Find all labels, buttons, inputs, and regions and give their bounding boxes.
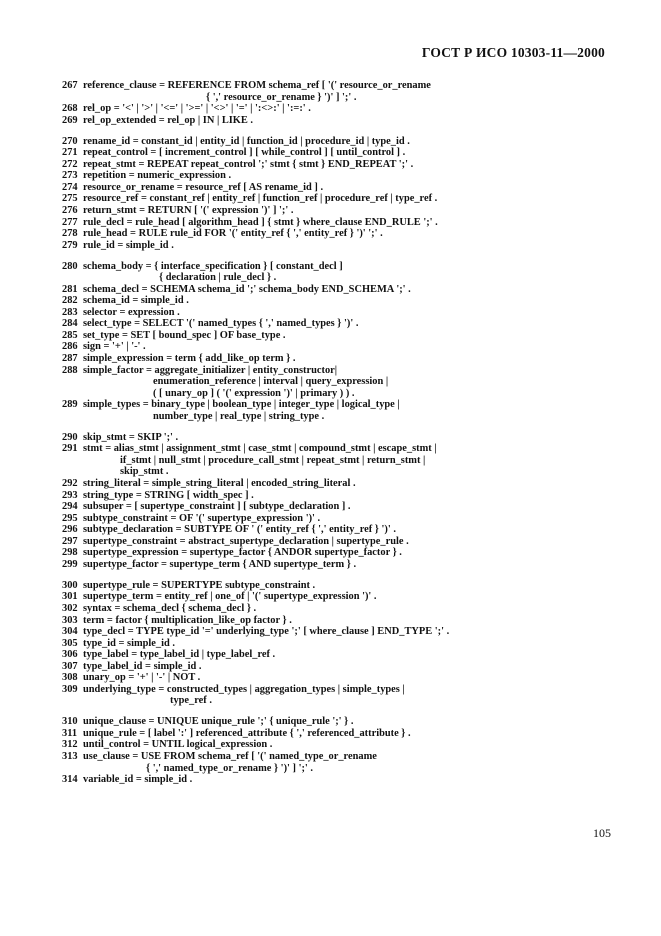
grammar-continuation-line: [62, 92, 622, 104]
rule-text: rule_id = simple_id .: [83, 239, 174, 251]
rule-number: 274: [62, 181, 78, 193]
rule-text: variable_id = simple_id .: [83, 774, 193, 786]
grammar-rule-line: [62, 399, 622, 411]
rule-text: stmt = alias_stmt | assignment_stmt | case_stmt | compound_stmt | escape_stmt |: [83, 443, 437, 455]
rule-text: supertype_rule = SUPERTYPE subtype_constraint .: [83, 579, 316, 591]
rule-text: type_ref .: [170, 695, 212, 707]
grammar-rule-line: [62, 147, 622, 159]
grammar-rule-line: [62, 261, 622, 273]
rule-text: repeat_control = [ increment_control ] [ while_control ] [ until_control ] .: [83, 147, 406, 159]
rule-text: { declaration | rule_decl } .: [159, 272, 277, 284]
grammar-rule-line: [62, 159, 622, 171]
rule-number: 307: [62, 660, 78, 672]
rule-text: simple_expression = term { add_like_op term } .: [83, 353, 296, 365]
rule-group: [62, 261, 622, 423]
grammar-rule-line: [62, 739, 622, 751]
rule-text: skip_stmt = SKIP ';' .: [83, 431, 179, 443]
grammar-rule-line: [62, 547, 622, 559]
rule-number: 312: [62, 739, 78, 751]
grammar-rule-line: [62, 284, 622, 296]
grammar-rule-line: [62, 307, 622, 319]
rule-number: 310: [62, 716, 78, 728]
grammar-rule-line: [62, 728, 622, 740]
rule-text: type_label_id = simple_id .: [83, 660, 202, 672]
grammar-rule-line: [62, 353, 622, 365]
rule-text: type_decl = TYPE type_id '=' underlying_type ';' [ where_clause ] END_TYPE ';' .: [83, 626, 450, 638]
rule-number: 311: [62, 727, 78, 739]
grammar-rule-line: [62, 443, 622, 455]
rule-text: supertype_expression = supertype_factor { ANDOR supertype_factor } .: [83, 547, 402, 559]
grammar-rule-line: [62, 136, 622, 148]
rule-number: 276: [62, 204, 78, 216]
grammar-rule-line: [62, 513, 622, 525]
grammar-rule-line: [62, 80, 622, 92]
rule-number: 279: [62, 239, 78, 251]
rule-text: schema_id = simple_id .: [83, 295, 189, 307]
rule-text: unique_rule = [ label ':' ] referenced_attribute { ',' referenced_attribute } .: [83, 727, 411, 739]
rule-text: repeat_stmt = REPEAT repeat_control ';' stmt { stmt } END_REPEAT ';' .: [83, 158, 414, 170]
rule-number: 313: [62, 751, 78, 763]
rule-number: 289: [62, 399, 78, 411]
grammar-continuation-line: [62, 376, 622, 388]
rule-number: 271: [62, 147, 78, 159]
rule-number: 269: [62, 114, 78, 126]
grammar-rule-line: [62, 318, 622, 330]
rule-number: 297: [62, 535, 78, 547]
rule-number: 272: [62, 158, 78, 170]
rule-text: select_type = SELECT '(' named_types { ',' named_types } ')' .: [83, 318, 359, 330]
grammar-rule-line: [62, 103, 622, 115]
rule-text: enumeration_reference | interval | query_expression |: [153, 376, 389, 388]
grammar-rule-line: [62, 603, 622, 615]
grammar-rule-line: [62, 295, 622, 307]
rule-text: unary_op = '+' | '-' | NOT .: [83, 672, 201, 684]
grammar-continuation-line: [62, 411, 622, 423]
grammar-rule-line: [62, 716, 622, 728]
rule-text: rel_op_extended = rel_op | IN | LIKE .: [83, 114, 254, 126]
rule-number: 267: [62, 80, 78, 91]
rule-text: underlying_type = constructed_types | aggregation_types | simple_types |: [83, 683, 405, 695]
rule-text: if_stmt | null_stmt | procedure_call_stmt | repeat_stmt | return_stmt |: [120, 454, 426, 466]
rule-text: reference_clause = REFERENCE FROM schema_ref [ '(' resource_or_rename: [83, 80, 431, 91]
rule-text: unique_clause = UNIQUE unique_rule ';' { unique_rule ';' } .: [83, 716, 354, 728]
grammar-rule-line: [62, 330, 622, 342]
grammar-rule-line: [62, 591, 622, 603]
rule-number: 286: [62, 341, 78, 353]
rule-number: 314: [62, 774, 78, 786]
rule-text: subsuper = [ supertype_constraint ] [ subtype_declaration ] .: [83, 501, 351, 513]
rule-text: type_id = simple_id .: [83, 637, 175, 649]
rule-text: supertype_term = entity_ref | one_of | '(' supertype_expression ')' .: [83, 591, 377, 603]
rule-number: 287: [62, 353, 78, 365]
rule-text: string_literal = simple_string_literal | encoded_string_literal .: [83, 478, 356, 489]
grammar-rule-line: [62, 193, 622, 205]
grammar-listing: [62, 80, 622, 795]
rule-number: 281: [62, 283, 78, 295]
grammar-rule-line: [62, 524, 622, 536]
grammar-continuation-line: [62, 388, 622, 400]
grammar-rule-line: [62, 490, 622, 502]
grammar-rule-line: [62, 170, 622, 182]
rule-text: repetition = numeric_expression .: [83, 170, 232, 182]
rule-number: 275: [62, 193, 78, 205]
rule-number: 309: [62, 683, 78, 695]
grammar-rule-line: [62, 638, 622, 650]
rule-number: 293: [62, 489, 78, 501]
rule-text: simple_types = binary_type | boolean_type | integer_type | logical_type |: [83, 399, 400, 411]
rule-number: 298: [62, 547, 78, 559]
rule-group: [62, 432, 622, 571]
grammar-rule-line: [62, 751, 622, 763]
page-number: 105: [593, 826, 611, 840]
rule-number: 300: [62, 579, 78, 591]
rule-number: 282: [62, 295, 78, 307]
rule-text: number_type | real_type | string_type .: [153, 410, 325, 422]
rule-number: 299: [62, 558, 78, 570]
rule-text: supertype_constraint = abstract_supertype_declaration | supertype_rule .: [83, 535, 409, 547]
rule-text: syntax = schema_decl { schema_decl } .: [83, 602, 257, 614]
rule-text: rule_head = RULE rule_id FOR '(' entity_ref { ',' entity_ref } ')' ';' .: [83, 228, 383, 240]
rule-number: 303: [62, 614, 78, 626]
rule-text: term = factor { multiplication_like_op factor } .: [83, 614, 292, 626]
rule-text: return_stmt = RETURN [ '(' expression ')' ] ';' .: [83, 204, 294, 216]
grammar-rule-line: [62, 205, 622, 217]
rule-text: simple_factor = aggregate_initializer | entity_constructor|: [83, 364, 338, 376]
grammar-rule-line: [62, 217, 622, 229]
rule-text: selector = expression .: [83, 306, 180, 318]
rule-text: skip_stmt .: [120, 466, 169, 478]
rule-number: 285: [62, 329, 78, 341]
rule-text: schema_decl = SCHEMA schema_id ';' schema_body END_SCHEMA ';' .: [83, 283, 411, 295]
rule-number: 304: [62, 626, 78, 638]
rule-text: resource_or_rename = resource_ref [ AS rename_id ] .: [83, 181, 324, 193]
rule-text: subtype_constraint = OF '(' supertype_expression ')' .: [83, 512, 321, 524]
rule-number: 296: [62, 524, 78, 536]
grammar-continuation-line: [62, 466, 622, 478]
grammar-continuation-line: [62, 272, 622, 284]
rule-text: subtype_declaration = SUBTYPE OF ' (' entity_ref { ',' entity_ref } ')' .: [83, 524, 396, 536]
rule-text: schema_body = { interface_specification } [ constant_decl ]: [83, 260, 343, 272]
rule-text: use_clause = USE FROM schema_ref [ '(' named_type_or_rename: [83, 751, 377, 763]
rule-number: 295: [62, 512, 78, 524]
rule-number: 294: [62, 501, 78, 513]
grammar-rule-line: [62, 661, 622, 673]
grammar-rule-line: [62, 341, 622, 353]
rule-group: [62, 716, 622, 785]
grammar-rule-line: [62, 649, 622, 661]
grammar-rule-line: [62, 365, 622, 377]
rule-number: 270: [62, 135, 78, 147]
page-header: ГОСТ Р ИСО 10303-11—2000: [421, 45, 605, 60]
rule-text: set_type = SET [ bound_spec ] OF base_type .: [83, 329, 286, 341]
rule-text: type_label = type_label_id | type_label_ref .: [83, 649, 276, 661]
rule-number: 288: [62, 364, 78, 376]
rule-number: 280: [62, 260, 78, 272]
grammar-rule-line: [62, 672, 622, 684]
grammar-rule-line: [62, 240, 622, 252]
grammar-rule-line: [62, 626, 622, 638]
rule-number: 291: [62, 443, 78, 455]
rule-number: 283: [62, 306, 78, 318]
grammar-rule-line: [62, 774, 622, 786]
rule-text: sign = '+' | '-' .: [83, 341, 146, 353]
rule-text: rename_id = constant_id | entity_id | function_id | procedure_id | type_id .: [83, 135, 410, 147]
rule-number: 268: [62, 103, 78, 115]
rule-group: [62, 80, 622, 126]
grammar-continuation-line: [62, 763, 622, 775]
grammar-rule-line: [62, 228, 622, 240]
rule-number: 301: [62, 591, 78, 603]
grammar-rule-line: [62, 536, 622, 548]
rule-text: supertype_factor = supertype_term { AND supertype_term } .: [83, 558, 357, 570]
rule-text: string_type = STRING [ width_spec ] .: [83, 489, 254, 501]
grammar-continuation-line: [62, 695, 622, 707]
rule-number: 290: [62, 431, 78, 443]
grammar-rule-line: [62, 615, 622, 627]
rule-number: 308: [62, 672, 78, 684]
grammar-rule-line: [62, 432, 622, 444]
rule-text: rel_op = '<' | '>' | '<=' | '>=' | '<>' | '=' | ':<>:' | ':=:' .: [83, 103, 311, 115]
rule-text: ( [ unary_op ] ( '(' expression ')' | primary ) ) .: [153, 387, 355, 399]
rule-number: 302: [62, 602, 78, 614]
rule-text: { ',' resource_or_rename } ')' ] ';' .: [206, 91, 357, 103]
rule-text: rule_decl = rule_head [ algorithm_head ] { stmt } where_clause END_RULE ';' .: [83, 216, 438, 228]
grammar-rule-line: [62, 501, 622, 513]
rule-group: [62, 580, 622, 707]
grammar-rule-line: [62, 182, 622, 194]
rule-group: [62, 136, 622, 251]
grammar-rule-line: [62, 559, 622, 571]
rule-number: 277: [62, 216, 78, 228]
rule-number: 273: [62, 170, 78, 182]
rule-number: 278: [62, 228, 78, 240]
rule-number: 306: [62, 649, 78, 661]
grammar-rule-line: [62, 478, 622, 490]
grammar-rule-line: [62, 684, 622, 696]
rule-number: 292: [62, 478, 78, 489]
grammar-rule-line: [62, 580, 622, 592]
rule-number: 284: [62, 318, 78, 330]
rule-text: until_control = UNTIL logical_expression .: [83, 739, 273, 751]
rule-text: { ',' named_type_or_rename } ')' ] ';' .: [146, 762, 314, 774]
grammar-rule-line: [62, 115, 622, 127]
grammar-continuation-line: [62, 455, 622, 467]
rule-text: resource_ref = constant_ref | entity_ref | function_ref | procedure_ref | type_ref .: [83, 193, 438, 205]
rule-number: 305: [62, 637, 78, 649]
